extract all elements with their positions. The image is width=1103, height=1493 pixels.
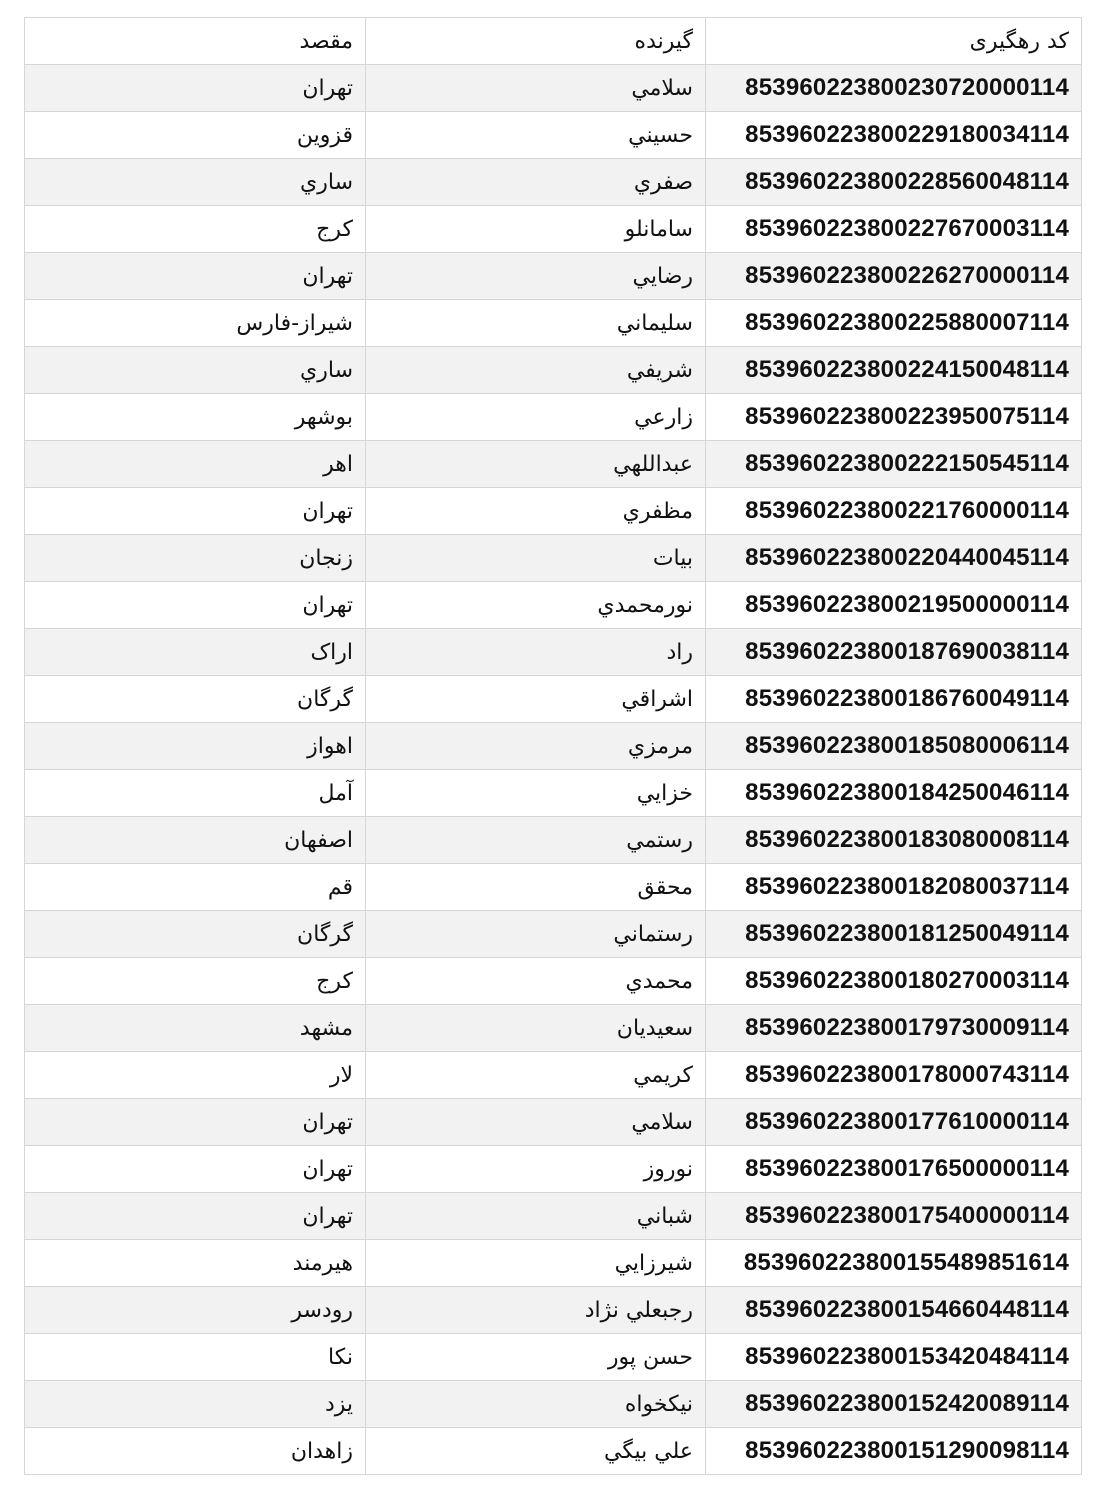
- table-body: [25, 65, 1082, 1475]
- table-row: [25, 582, 1082, 629]
- tracking-table: [24, 17, 1082, 1475]
- receiver-cell: سعيديان: [366, 1005, 706, 1052]
- table-row: [25, 347, 1082, 394]
- destination-cell: تهران: [25, 253, 366, 300]
- destination-cell: زاهدان: [25, 1428, 366, 1475]
- receiver-cell: محمدي: [366, 958, 706, 1005]
- table-row: [25, 1146, 1082, 1193]
- receiver-cell: نوروز: [366, 1146, 706, 1193]
- tracking-code-cell: 853960223800182080037114: [706, 864, 1082, 911]
- receiver-cell: سلامي: [366, 65, 706, 112]
- tracking-code-cell: 853960223800225880007114: [706, 300, 1082, 347]
- table-header-row: [25, 18, 1082, 65]
- tracking-code-cell: 853960223800153420484114: [706, 1334, 1082, 1381]
- destination-cell: تهران: [25, 488, 366, 535]
- destination-cell: اصفهان: [25, 817, 366, 864]
- tracking-code-cell: 853960223800184250046114: [706, 770, 1082, 817]
- receiver-cell: علي بيگي: [366, 1428, 706, 1475]
- receiver-cell: شريفي: [366, 347, 706, 394]
- table-row: [25, 253, 1082, 300]
- receiver-cell: حسن پور: [366, 1334, 706, 1381]
- receiver-cell: مظفري: [366, 488, 706, 535]
- table-row: [25, 1052, 1082, 1099]
- receiver-cell: مرمزي: [366, 723, 706, 770]
- tracking-code-cell: 853960223800229180034114: [706, 112, 1082, 159]
- receiver-cell: راد: [366, 629, 706, 676]
- tracking-code-cell: 853960223800155489851614: [706, 1240, 1082, 1287]
- destination-cell: تهران: [25, 1146, 366, 1193]
- destination-cell: بوشهر: [25, 394, 366, 441]
- table-row: [25, 65, 1082, 112]
- tracking-code-cell: 853960223800176500000114: [706, 1146, 1082, 1193]
- destination-cell: گرگان: [25, 911, 366, 958]
- destination-cell: شيراز-فارس: [25, 300, 366, 347]
- receiver-cell: نيكخواه: [366, 1381, 706, 1428]
- table-row: [25, 770, 1082, 817]
- destination-cell: رودسر: [25, 1287, 366, 1334]
- tracking-code-cell: 853960223800223950075114: [706, 394, 1082, 441]
- table-row: [25, 394, 1082, 441]
- destination-cell: قزوين: [25, 112, 366, 159]
- header-destination: مقصد: [25, 18, 366, 65]
- tracking-code-cell: 853960223800152420089114: [706, 1381, 1082, 1428]
- receiver-cell: سامانلو: [366, 206, 706, 253]
- receiver-cell: حسيني: [366, 112, 706, 159]
- destination-cell: اراک: [25, 629, 366, 676]
- table-row: [25, 817, 1082, 864]
- destination-cell: يزد: [25, 1381, 366, 1428]
- receiver-cell: رستمي: [366, 817, 706, 864]
- table-row: [25, 441, 1082, 488]
- receiver-cell: رجبعلي نژاد: [366, 1287, 706, 1334]
- table-row: [25, 206, 1082, 253]
- tracking-code-cell: 853960223800181250049114: [706, 911, 1082, 958]
- destination-cell: اهر: [25, 441, 366, 488]
- destination-cell: ساري: [25, 159, 366, 206]
- destination-cell: نكا: [25, 1334, 366, 1381]
- destination-cell: تهران: [25, 1193, 366, 1240]
- destination-cell: كرج: [25, 206, 366, 253]
- receiver-cell: كريمي: [366, 1052, 706, 1099]
- tracking-code-cell: 853960223800185080006114: [706, 723, 1082, 770]
- receiver-cell: بيات: [366, 535, 706, 582]
- table-row: [25, 723, 1082, 770]
- destination-cell: تهران: [25, 1099, 366, 1146]
- tracking-code-cell: 853960223800186760049114: [706, 676, 1082, 723]
- table-row: [25, 300, 1082, 347]
- receiver-cell: رستماني: [366, 911, 706, 958]
- tracking-code-cell: 853960223800183080008114: [706, 817, 1082, 864]
- destination-cell: آمل: [25, 770, 366, 817]
- table-row: [25, 1287, 1082, 1334]
- destination-cell: اهواز: [25, 723, 366, 770]
- receiver-cell: محقق: [366, 864, 706, 911]
- tracking-code-cell: 853960223800230720000114: [706, 65, 1082, 112]
- tracking-code-cell: 853960223800180270003114: [706, 958, 1082, 1005]
- table-row: [25, 112, 1082, 159]
- table-row: [25, 1428, 1082, 1475]
- receiver-cell: رضايي: [366, 253, 706, 300]
- table-row: [25, 911, 1082, 958]
- tracking-code-cell: 853960223800219500000114: [706, 582, 1082, 629]
- receiver-cell: شباني: [366, 1193, 706, 1240]
- destination-cell: تهران: [25, 582, 366, 629]
- tracking-code-cell: 853960223800227670003114: [706, 206, 1082, 253]
- destination-cell: كرج: [25, 958, 366, 1005]
- destination-cell: زنجان: [25, 535, 366, 582]
- tracking-code-cell: 853960223800221760000114: [706, 488, 1082, 535]
- header-tracking-code: کد رهگیری: [706, 18, 1082, 65]
- destination-cell: ساري: [25, 347, 366, 394]
- table-row: [25, 488, 1082, 535]
- receiver-cell: زارعي: [366, 394, 706, 441]
- tracking-code-cell: 853960223800178000743114: [706, 1052, 1082, 1099]
- tracking-code-cell: 853960223800175400000114: [706, 1193, 1082, 1240]
- receiver-cell: سليماني: [366, 300, 706, 347]
- table-row: [25, 535, 1082, 582]
- tracking-table-container: [24, 17, 1081, 1475]
- table-row: [25, 1005, 1082, 1052]
- receiver-cell: اشراقي: [366, 676, 706, 723]
- tracking-code-cell: 853960223800179730009114: [706, 1005, 1082, 1052]
- table-row: [25, 1334, 1082, 1381]
- table-row: [25, 1240, 1082, 1287]
- tracking-code-cell: 853960223800220440045114: [706, 535, 1082, 582]
- tracking-code-cell: 853960223800187690038114: [706, 629, 1082, 676]
- receiver-cell: شيرزايي: [366, 1240, 706, 1287]
- destination-cell: قم: [25, 864, 366, 911]
- tracking-code-cell: 853960223800226270000114: [706, 253, 1082, 300]
- receiver-cell: صفري: [366, 159, 706, 206]
- table-row: [25, 629, 1082, 676]
- tracking-code-cell: 853960223800224150048114: [706, 347, 1082, 394]
- destination-cell: مشهد: [25, 1005, 366, 1052]
- table-row: [25, 159, 1082, 206]
- table-row: [25, 1099, 1082, 1146]
- receiver-cell: نورمحمدي: [366, 582, 706, 629]
- header-receiver: گیرنده: [366, 18, 706, 65]
- destination-cell: تهران: [25, 65, 366, 112]
- destination-cell: هيرمند: [25, 1240, 366, 1287]
- table-row: [25, 1381, 1082, 1428]
- tracking-code-cell: 853960223800151290098114: [706, 1428, 1082, 1475]
- receiver-cell: سلامي: [366, 1099, 706, 1146]
- tracking-code-cell: 853960223800228560048114: [706, 159, 1082, 206]
- destination-cell: لار: [25, 1052, 366, 1099]
- table-row: [25, 864, 1082, 911]
- tracking-code-cell: 853960223800222150545114: [706, 441, 1082, 488]
- tracking-code-cell: 853960223800177610000114: [706, 1099, 1082, 1146]
- receiver-cell: عبداللهي: [366, 441, 706, 488]
- table-row: [25, 1193, 1082, 1240]
- tracking-code-cell: 853960223800154660448114: [706, 1287, 1082, 1334]
- destination-cell: گرگان: [25, 676, 366, 723]
- receiver-cell: خزايي: [366, 770, 706, 817]
- table-row: [25, 958, 1082, 1005]
- table-row: [25, 676, 1082, 723]
